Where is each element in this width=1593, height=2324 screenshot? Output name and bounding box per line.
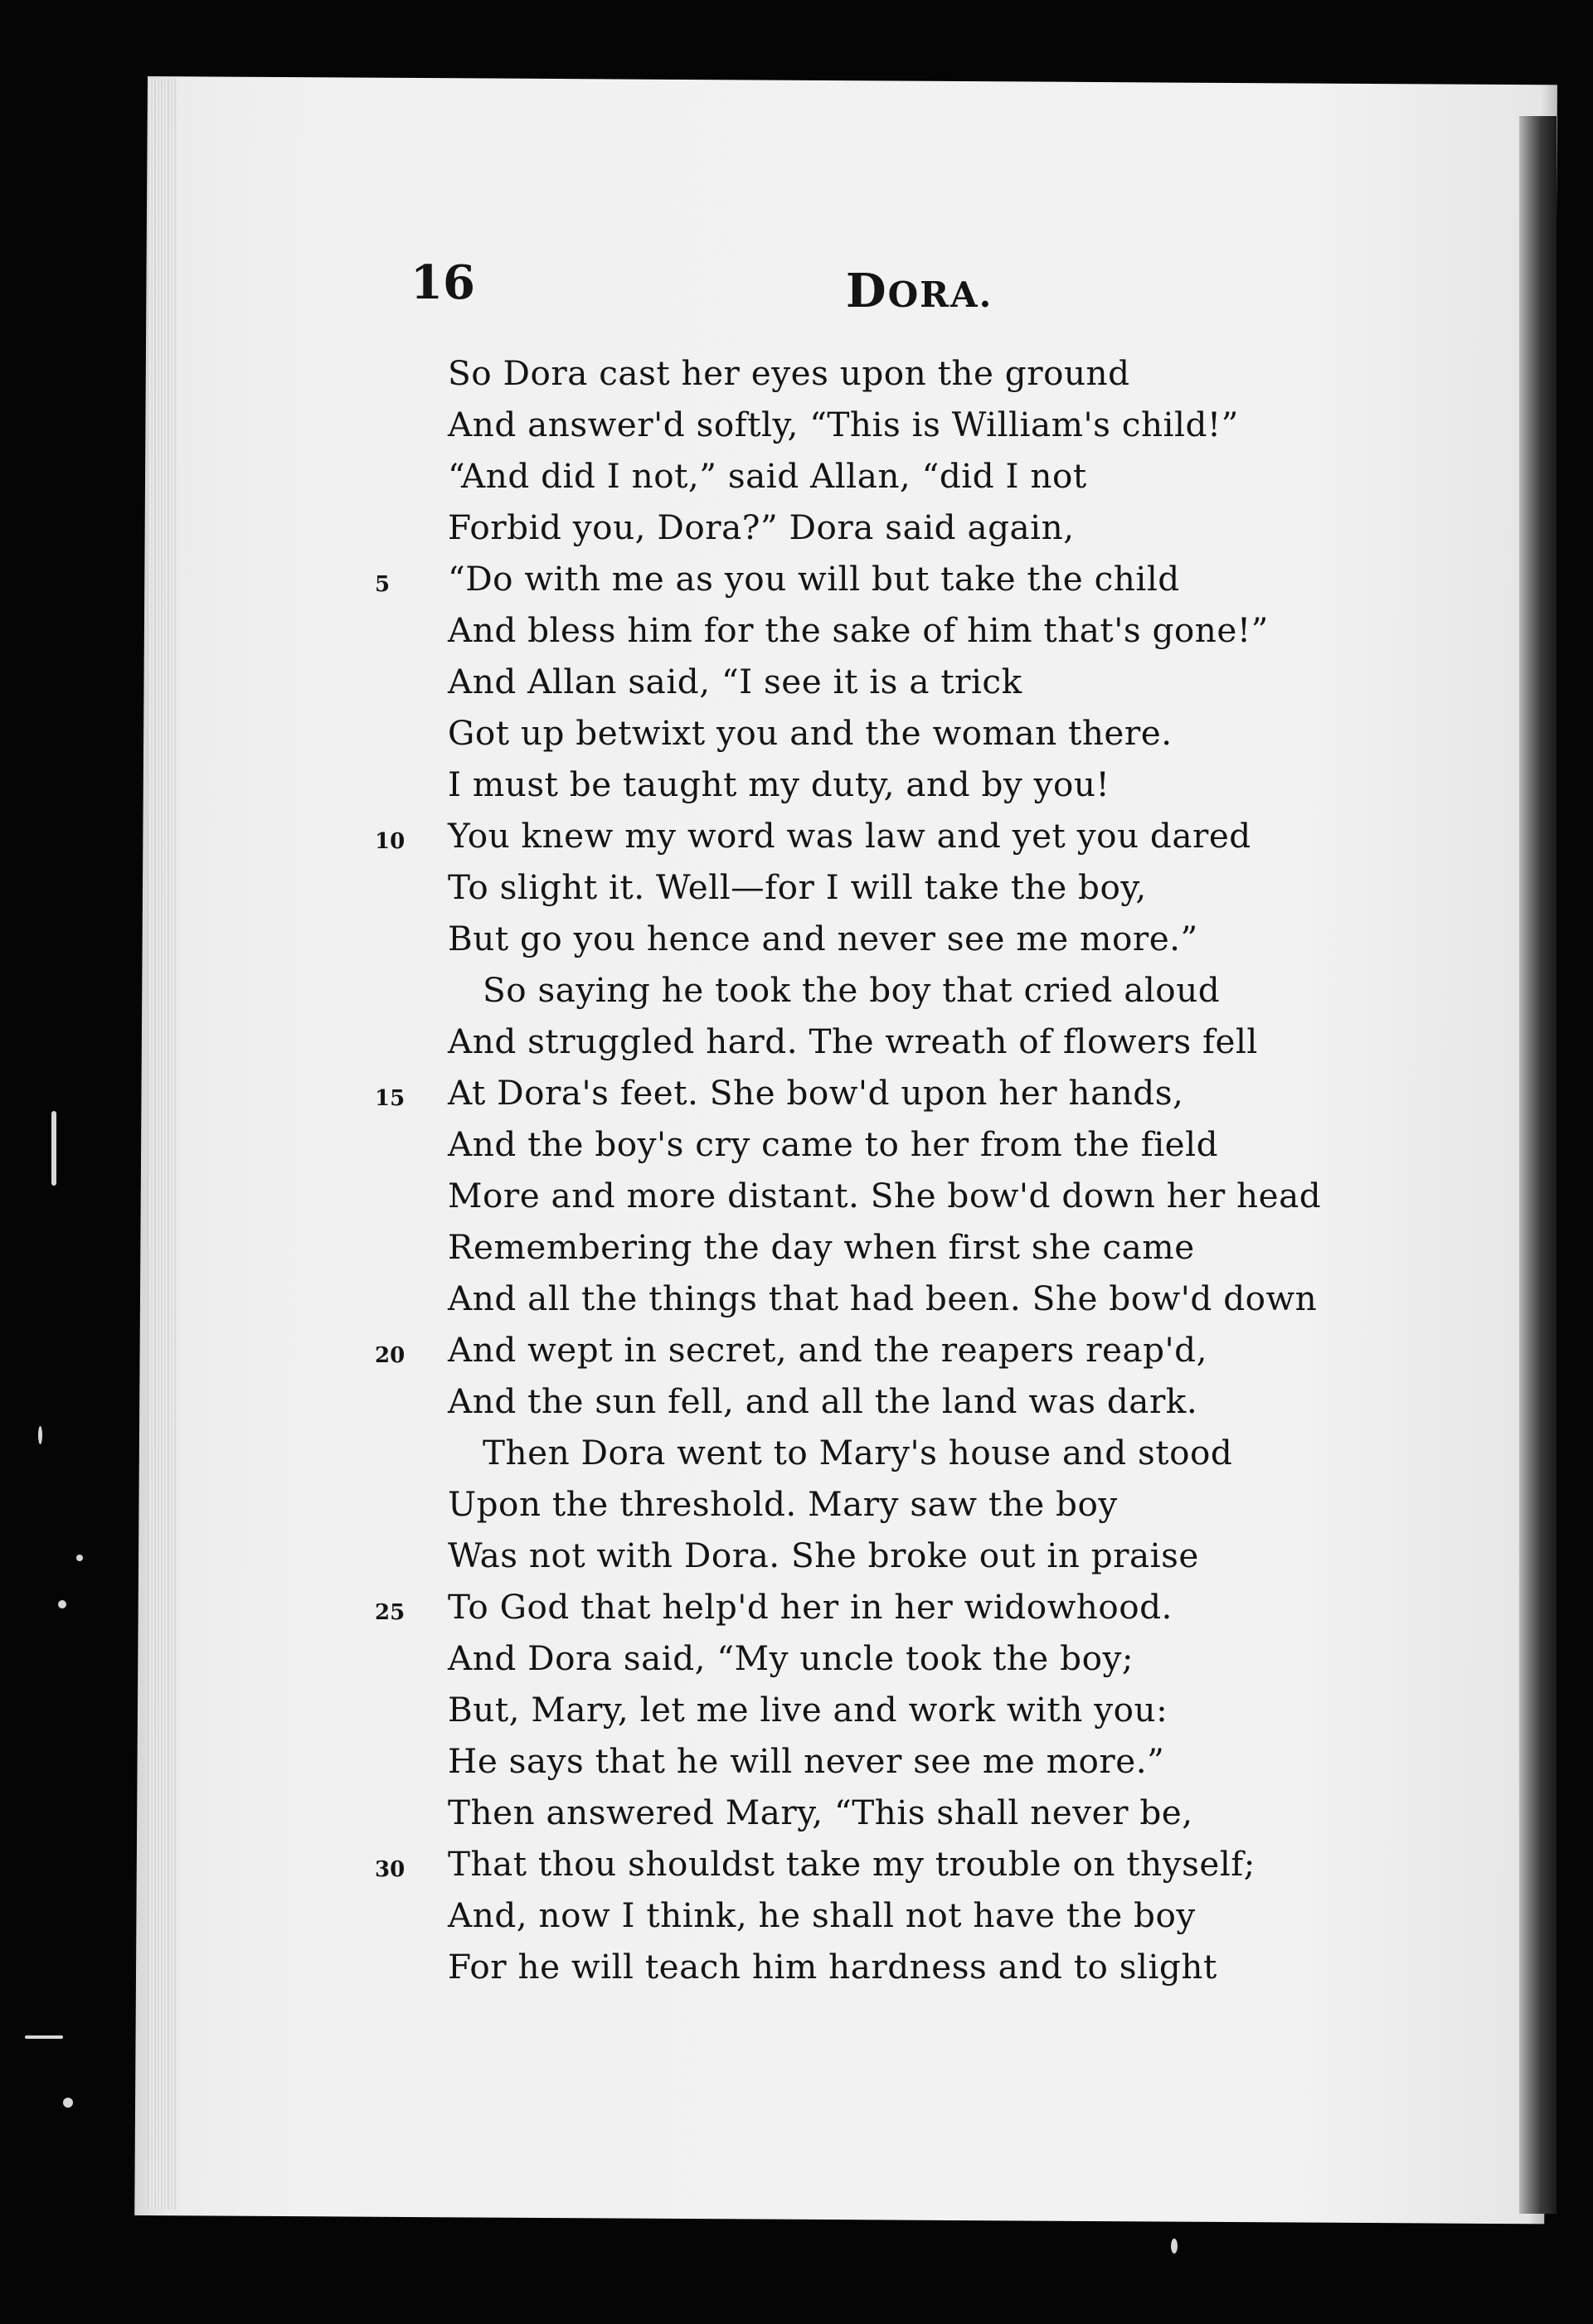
poem-line: To slight it. Well—for I will take the boy, xyxy=(448,867,1147,907)
running-head-initial: D xyxy=(846,264,888,318)
poem-line: And all the things that had been. She bow'd down xyxy=(448,1278,1318,1318)
poem-line: Forbid you, Dora?” Dora said again, xyxy=(448,507,1075,547)
poem-line: Got up betwixt you and the woman there. xyxy=(448,713,1173,753)
poem-line: Then answered Mary, “This shall never be, xyxy=(448,1793,1193,1832)
poem-line: And Allan said, “I see it is a trick xyxy=(448,662,1022,701)
poem-line: For he will teach him hardness and to slight xyxy=(448,1947,1217,1987)
poem-line: At Dora's feet. She bow'd upon her hands, xyxy=(448,1073,1184,1113)
dust-speck xyxy=(1171,2239,1178,2254)
line-number: 5 xyxy=(375,572,391,597)
poem-line: But, Mary, let me live and work with you: xyxy=(448,1690,1168,1730)
poem-line: More and more distant. She bow'd down her head xyxy=(448,1176,1322,1215)
running-head xyxy=(846,264,993,318)
binding-shadow xyxy=(1519,116,1557,2214)
poem-line: “And did I not,” said Allan, “did I not xyxy=(448,456,1087,496)
dust-speck xyxy=(51,1111,56,1186)
poem-line: Then Dora went to Mary's house and stood xyxy=(483,1433,1233,1473)
dust-speck xyxy=(25,2035,63,2039)
dust-speck xyxy=(38,1426,42,1444)
page-number: 16 xyxy=(410,255,475,310)
poem-line: Remembering the day when first she came xyxy=(448,1227,1195,1267)
poem-line: And answer'd softly, “This is William's child!” xyxy=(448,405,1239,444)
line-number: 10 xyxy=(375,829,406,854)
line-number: 15 xyxy=(375,1086,406,1111)
poem-line: So Dora cast her eyes upon the ground xyxy=(448,353,1130,393)
poem-line: And struggled hard. The wreath of flowers fell xyxy=(448,1021,1258,1061)
poem-line: And the boy's cry came to her from the field xyxy=(448,1124,1218,1164)
line-number: 20 xyxy=(375,1343,406,1368)
poem-line: “Do with me as you will but take the child xyxy=(448,559,1180,599)
poem-line: And wept in secret, and the reapers reap'd, xyxy=(448,1330,1207,1370)
poem-line: So saying he took the boy that cried aloud xyxy=(483,970,1221,1010)
line-number: 25 xyxy=(375,1600,406,1625)
poem-line: You knew my word was law and yet you dared xyxy=(448,816,1251,856)
poem-line: To God that help'd her in her widowhood. xyxy=(448,1587,1173,1627)
line-number: 30 xyxy=(375,1857,406,1882)
poem-line: But go you hence and never see me more.” xyxy=(448,919,1198,958)
poem-line: And, now I think, he shall not have the boy xyxy=(448,1895,1196,1935)
poem-line: Was not with Dora. She broke out in praise xyxy=(448,1536,1199,1575)
running-head-rest: ORA. xyxy=(887,274,993,315)
dust-speck xyxy=(58,1600,66,1608)
poem-line: He says that he will never see me more.” xyxy=(448,1741,1165,1781)
poem-line: And Dora said, “My uncle took the boy; xyxy=(448,1638,1134,1678)
dust-speck xyxy=(63,2098,73,2108)
dust-speck xyxy=(76,1555,83,1561)
poem-line: I must be taught my duty, and by you! xyxy=(448,764,1110,804)
poem-line: And bless him for the sake of him that's gone!” xyxy=(448,610,1269,650)
poem-line: And the sun fell, and all the land was dark. xyxy=(448,1381,1198,1421)
poem-line: That thou shouldst take my trouble on thyself; xyxy=(448,1844,1255,1884)
page-stack-edge xyxy=(148,79,177,2210)
poem-line: Upon the threshold. Mary saw the boy xyxy=(448,1484,1118,1524)
